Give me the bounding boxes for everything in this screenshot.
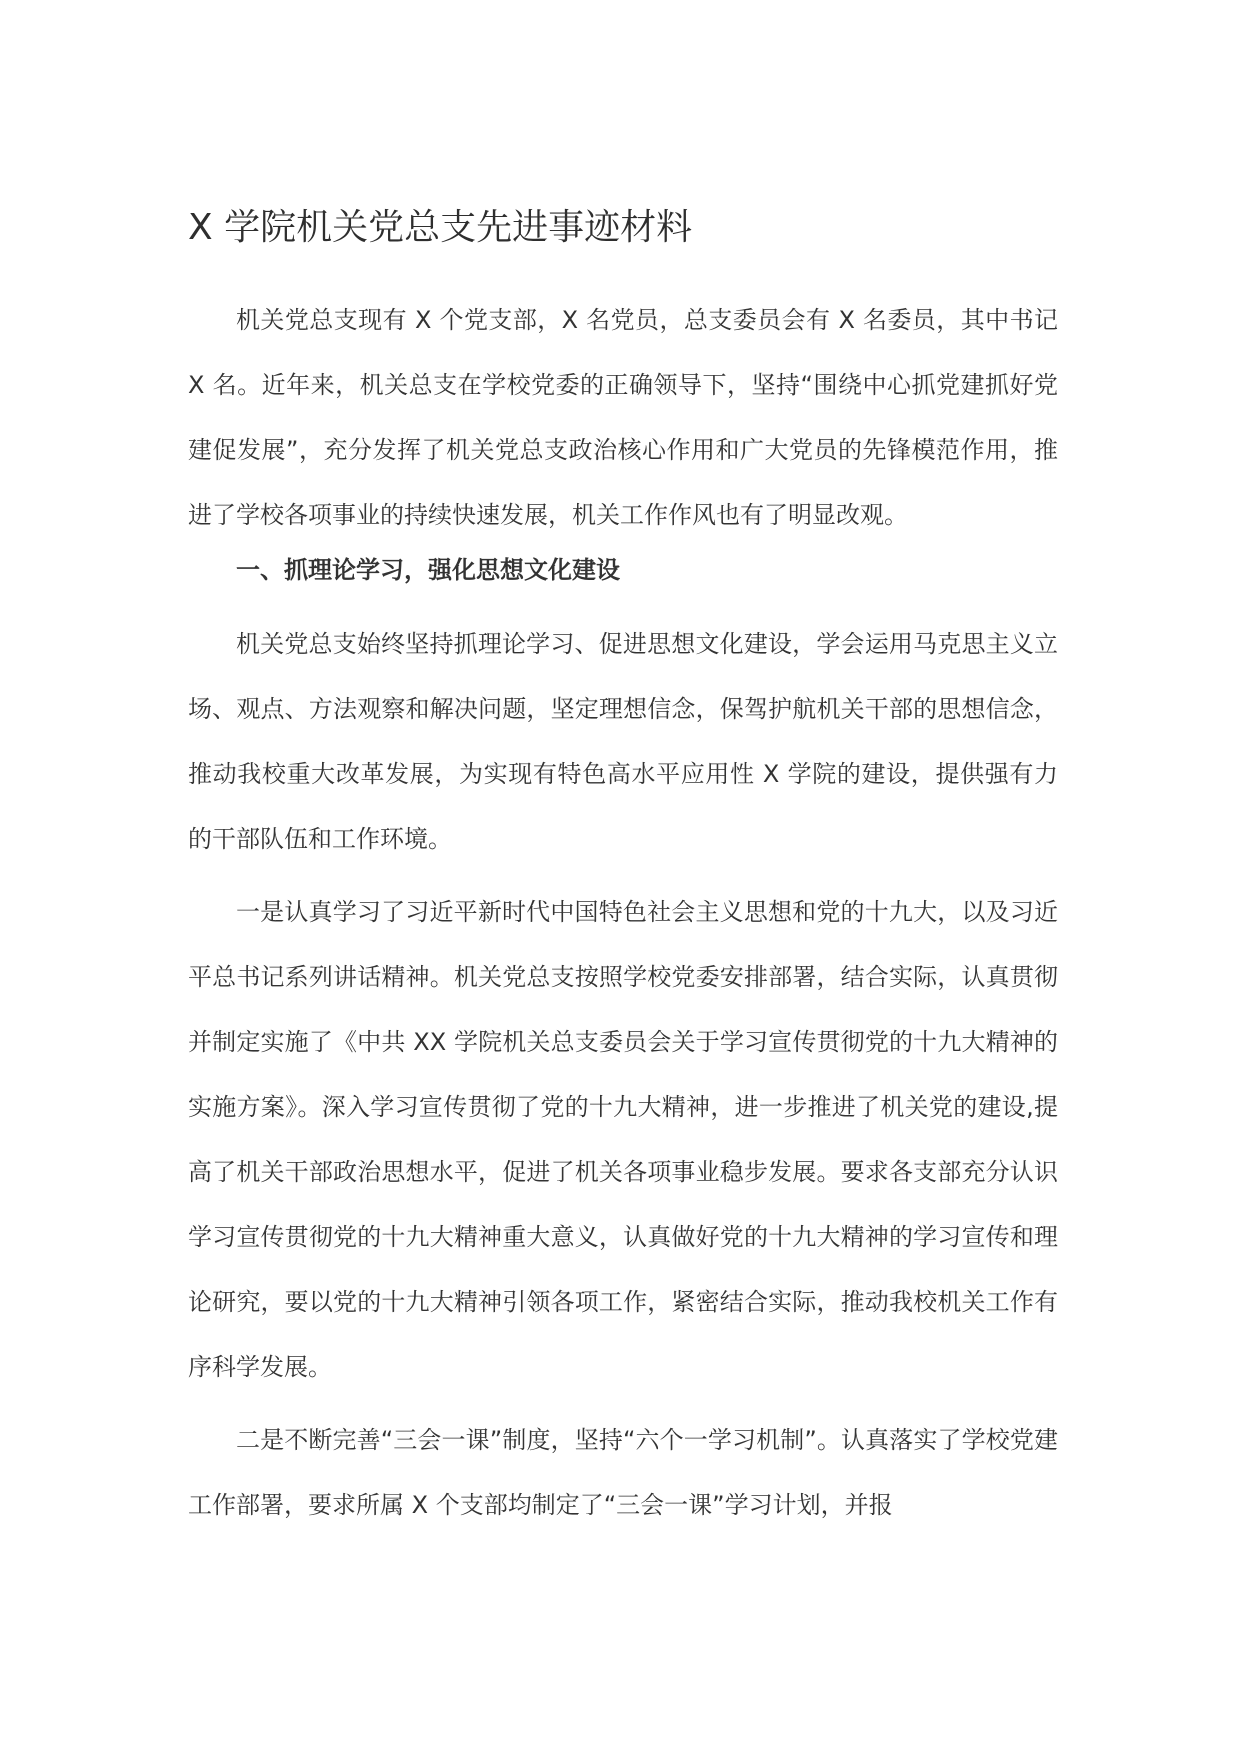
document-title: X 学院机关党总支先进事迹材料 — [188, 207, 693, 248]
point-2-paragraph: 二是不断完善“三会一课”制度，坚持“六个一学习机制”。认真落实了学校党建工作部署，要求所属 X 个支部均制定了“三会一课”学习计划，并报 — [188, 1426, 1058, 1519]
point-1-paragraph: 一是认真学习了习近平新时代中国特色社会主义思想和党的十九大，以及习近平总书记系列讲话精神。机关党总支按照学校党委安排部署，结合实际，认真贯彻并制定实施了《中共 XX 学院机关总支委员会关于学习宣传贯彻党的十九大精神的实施方案》。深入学习宣传贯彻了党的十九大精神，进一步推进了机关党的建设,提高了机关干部政治思想水平，促进了机关各项事业稳步发展。要求各支部充分认识学习宣传贯彻党的十九大精神重大意义，认真做好党的十九大精神的学习宣传和理论研究，要以党的十九大精神引领各项工作，紧密结合实际，推动我校机关工作有序科学发展。 — [188, 898, 1058, 1381]
section-1-paragraph: 机关党总支始终坚持抓理论学习、促进思想文化建设，学会运用马克思主义立场、观点、方法观察和解决问题，坚定理想信念，保驾护航机关干部的思想信念，推动我校重大改革发展，为实现有特色高水平应用性 X 学院的建设，提供强有力的干部队伍和工作环境。 — [188, 630, 1058, 853]
section-heading-1: 一、抓理论学习，强化思想文化建设 — [236, 556, 620, 584]
intro-paragraph: 机关党总支现有 X 个党支部，X 名党员，总支委员会有 X 名委员，其中书记 X 名。近年来，机关总支在学校党委的正确领导下，坚持“围绕中心抓党建抓好党建促发展”，充分发挥了机关党总支政治核心作用和广大党员的先锋模范作用，推进了学校各项事业的持续快速发展，机关工作作风也有了明显改观。 — [188, 306, 1058, 529]
